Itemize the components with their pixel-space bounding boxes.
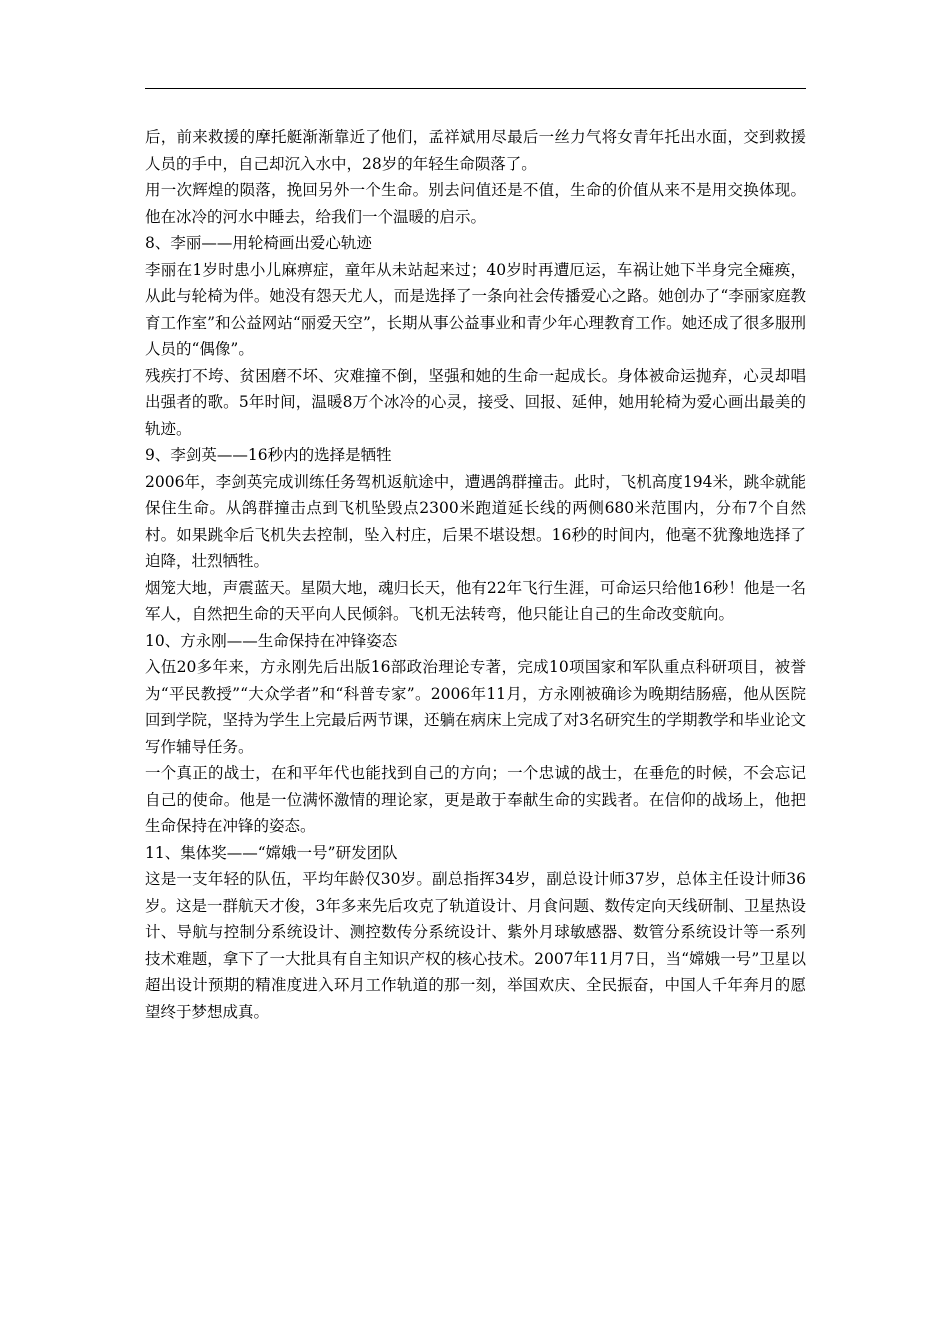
section-heading-li-li: 8、李丽——用轮椅画出爱心轨迹 (145, 234, 372, 252)
section-heading-li-jianying: 9、李剑英——16秒内的选择是牺牲 (145, 446, 392, 464)
paragraph-li-jianying-story: 2006年，李剑英完成训练任务驾机返航途中，遭遇鸽群撞击。此时，飞机高度194米，跳伞就能保住生命。从鸽群撞击点到飞机坠毁点2300米跑道延长线的两侧680米范围内，分布7个自然村。如果跳伞后飞机失去控制，坠入村庄，后果不堪设想。16秒的时间内，他毫不犹豫地选择了迫降，壮烈牺牲。 (145, 472, 806, 570)
paragraph-meng-commentary: 用一次辉煌的陨落，挽回另外一个生命。别去问值还是不值，生命的价值从来不是用交换体现。他在冰冷的河水中睡去，给我们一个温暖的启示。 (145, 181, 806, 226)
document-body (145, 124, 806, 1025)
paragraph-change-team-story: 这是一支年轻的队伍，平均年龄仅30岁。副总指挥34岁，副总设计师37岁，总体主任设计师36岁。这是一群航天才俊，3年多来先后攻克了轨道设计、月食问题、数传定向天线研制、卫星热设计、导航与控制分系统设计、测控数传分系统设计、紫外月球敏感器、数管分系统设计等一系列技术难题，拿下了一大批具有自主知识产权的核心技术。2007年11月7日，当“嫦娥一号”卫星以超出设计预期的精准度进入环月工作轨道的那一刻，举国欢庆、全民振奋，中国人千年奔月的愿望终于梦想成真。 (145, 870, 806, 1021)
paragraph-fang-yonggang-story: 入伍20多年来，方永刚先后出版16部政治理论专著，完成10项国家和军队重点科研项目，被誉为“平民教授”“大众学者”和“科普专家”。2006年11月，方永刚被确诊为晚期结肠癌，他从医院回到学院，坚持为学生上完最后两节课，还躺在病床上完成了对3名研究生的学期教学和毕业论文写作辅导任务。 (145, 658, 806, 756)
section-heading-fang-yonggang: 10、方永刚——生命保持在冲锋姿态 (145, 631, 398, 650)
section-heading-change-team: 11、集体奖——“嫦娥一号”研发团队 (145, 843, 398, 862)
paragraph-rescue-ending: 后，前来救援的摩托艇渐渐靠近了他们，孟祥斌用尽最后一丝力气将女青年托出水面，交到救援人员的手中，自己却沉入水中，28岁的年轻生命陨落了。 (145, 128, 806, 173)
header-rule (145, 88, 806, 89)
paragraph-fang-yonggang-commentary: 一个真正的战士，在和平年代也能找到自己的方向；一个忠诚的战士，在垂危的时候，不会忘记自己的使命。他是一位满怀激情的理论家，更是敢于奉献生命的实践者。在信仰的战场上，他把生命保持在冲锋的姿态。 (145, 764, 806, 835)
paragraph-li-jianying-commentary: 烟笼大地，声震蓝天。星陨大地，魂归长天，他有22年飞行生涯，可命运只给他16秒！他是一名军人，自然把生命的天平向人民倾斜。飞机无法转弯，他只能让自己的生命改变航向。 (145, 578, 806, 623)
paragraph-li-li-story: 李丽在1岁时患小儿麻痹症，童年从未站起来过；40岁时再遭厄运，车祸让她下半身完全瘫痪，从此与轮椅为伴。她没有怨天尤人，而是选择了一条向社会传播爱心之路。她创办了“李丽家庭教育工作室”和公益网站“丽爱天空”，长期从事公益事业和青少年心理教育工作。她还成了很多服刑人员的“偶像”。 (145, 260, 806, 358)
paragraph-li-li-commentary: 残疾打不垮、贫困磨不坏、灾难撞不倒，坚强和她的生命一起成长。身体被命运抛弃，心灵却唱出强者的歌。5年时间，温暖8万个冰冷的心灵，接受、回报、延伸，她用轮椅为爱心画出最美的轨迹。 (145, 366, 806, 438)
